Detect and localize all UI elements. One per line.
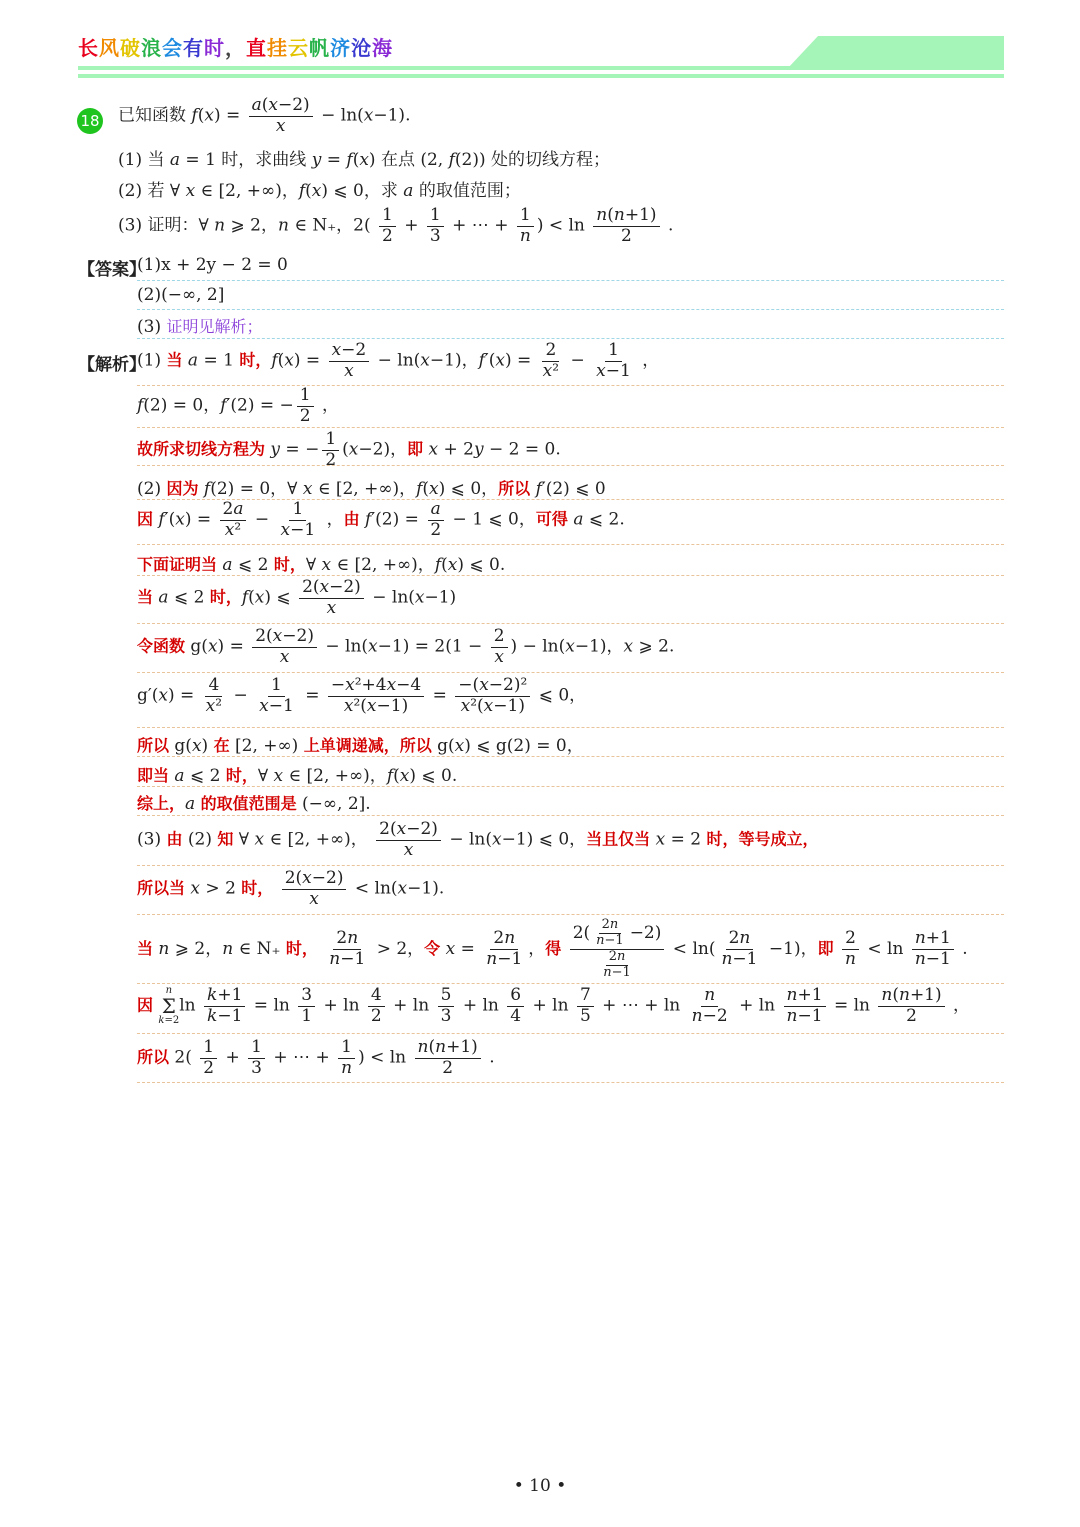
- slogan-char: 风: [99, 36, 120, 60]
- analysis-line-6: 下面证明当 a ⩽ 2 时，∀ x ∈ [2, +∞)，f(x) ⩽ 0.: [137, 555, 506, 575]
- analysis-line-10: 所以 g(x) 在 [2, +∞) 上单调递减，所以 g(x) ⩽ g(2) = 0，: [137, 736, 584, 756]
- slogan-char: 直: [246, 36, 267, 60]
- analysis-line-2: f(2) = 0，f′(2) = − $\frac{1}{2}$ ，: [137, 385, 340, 426]
- analysis-line-11: 即当 a ⩽ 2 时，∀ x ∈ [2, +∞)，f(x) ⩽ 0.: [137, 766, 458, 786]
- question-part-2: (2) 若 ∀ x ∈ [2, +∞)，f(x) ⩽ 0，求 a 的取值范围；: [118, 181, 521, 201]
- question-stem: 已知函数 f(x) = $\frac{a(x-2)}{x}$ − ln(x−1).: [118, 95, 411, 136]
- analysis-line-14: 所以当 x > 2 时， $\frac{2(x-2)}{x}$ < ln(x−1).: [137, 868, 445, 909]
- answer-label: 【答案】: [78, 260, 146, 280]
- analysis-divider: [137, 544, 1004, 545]
- answer-divider: [137, 309, 1004, 310]
- analysis-line-8: 令函数 g(x) = $\frac{2(x-2)}{x}$ − ln(x−1) = 2(1 − $\frac{2}{x}$ ) − ln(x−1)，x ⩾ 2.: [137, 626, 675, 667]
- analysis-label: 【解析】: [78, 355, 146, 375]
- analysis-divider: [137, 427, 1004, 428]
- answer-divider: [137, 338, 1004, 339]
- analysis-line-4: (2) 因为 f(2) = 0，∀ x ∈ [2, +∞)，f(x) ⩽ 0，所以 f′(2) ⩽ 0: [137, 479, 606, 499]
- analysis-divider: [137, 786, 1004, 787]
- slogan-char: 破: [120, 36, 141, 60]
- analysis-divider: [137, 672, 1004, 673]
- analysis-line-7: 当 a ⩽ 2 时，f(x) ⩽ $\frac{2(x-2)}{x}$ − ln(x−1): [137, 577, 457, 618]
- header-banner-shape: [788, 36, 1004, 68]
- analysis-line-1: (1) 当 a = 1 时，f(x) = $\frac{x-2}{x}$ − ln(x−1)，f′(x) = $\frac{2}{\text{x²}}$ − $\frac{1}{x-1}$ ，: [137, 340, 660, 381]
- analysis-divider: [137, 727, 1004, 728]
- answer-divider: [137, 280, 1004, 281]
- analysis-divider: [137, 756, 1004, 757]
- header-rule-2: [78, 74, 1004, 78]
- analysis-divider: [137, 1033, 1004, 1034]
- question-part-1: (1) 当 a = 1 时，求曲线 y = f(x) 在点 (2, f(2)) 处的切线方程；: [118, 150, 611, 170]
- analysis-line-17: 所以 2( $\frac{1}{2}$ + $\frac{1}{3}$ + ⋯ + $\frac{1}{n}$ ) < ln $\frac{n(n+1)}{2}$ .: [137, 1037, 495, 1078]
- analysis-divider: [137, 914, 1004, 915]
- slogan-char: 会: [162, 36, 183, 60]
- analysis-divider: [137, 865, 1004, 866]
- slogan-char: 长: [78, 36, 99, 60]
- header-rule: [78, 66, 1004, 70]
- analysis-line-13: (3) 由 (2) 知 ∀ x ∈ [2, +∞)， $\frac{2(x-2)}{x}$ − ln(x−1) ⩽ 0，当且仅当 x = 2 时，等号成立，: [137, 819, 819, 860]
- slogan-char: 云: [288, 36, 309, 60]
- answer-item-2: (2)(−∞, 2]: [137, 285, 225, 305]
- slogan-char: 帆: [309, 36, 330, 60]
- analysis-line-12: 综上，a 的取值范围是 (−∞, 2].: [137, 794, 371, 814]
- answer-item-1: (1)x + 2y − 2 = 0: [137, 255, 288, 275]
- analysis-line-16: 因 n Σ k=2 ln $\frac{k+1}{k-1}$ = ln $\frac{3}{1}$ + ln $\frac{4}{2}$ + ln $\frac{5}{3}$ + ln $\frac{6}{4}$ + ln $\frac{7}{5}$ + ⋯ + ln $\frac{n}{n-2}$ + ln $\frac{n+1}{n-1}$ = ln $\frac{n(n+1)}{2}$ ，: [137, 985, 971, 1027]
- slogan-char: 济: [330, 36, 351, 60]
- analysis-line-15: 当 n ⩾ 2，n ∈ N₊ 时， $\frac{2n}{n-1}$ > 2，令 x = $\frac{2n}{n-1}$ ，得 2( $\frac{2n}{n-1}$ −2) $\frac{2n}{n-1}$ < ln( $\frac{2n}{n-1}$ −1)，即 $\frac{2}{n}$ < ln $\frac{n+1}{n-1}$ .: [137, 917, 968, 980]
- page-number: • 10 •: [513, 1476, 567, 1496]
- analysis-line-3: 故所求切线方程为 y = − $\frac{1}{2}$ (x−2)，即 x + 2y − 2 = 0.: [137, 429, 561, 470]
- slogan-char: 浪: [141, 36, 162, 60]
- slogan-char: 时: [204, 36, 225, 60]
- analysis-divider: [137, 465, 1004, 466]
- analysis-line-9: g′(x) = $\frac{4}{\text{x²}}$ − $\frac{1}{x-1}$ = $\frac{\text{−x²+4x−4}}{\text{x²(x−1)}}$ = $\frac{\text{−(x−2)²}}{\text{x²(x−1)}}$ ⩽ 0，: [137, 675, 587, 716]
- analysis-line-5: 因 f′(x) = $\frac{2a}{\text{x²}}$ − $\frac{1}{x-1}$ ，由 f′(2) = $\frac{a}{2}$ − 1 ⩽ 0，可得 a ⩽ 2.: [137, 499, 625, 540]
- slogan-char: 有: [183, 36, 204, 60]
- analysis-divider: [137, 623, 1004, 624]
- question-number-badge: 18: [77, 108, 103, 134]
- slogan-char: 沧: [351, 36, 372, 60]
- slogan-char: ，: [225, 36, 246, 60]
- slogan-char: 挂: [267, 36, 288, 60]
- analysis-divider: [137, 575, 1004, 576]
- answer-item-3: (3) 证明见解析；: [137, 317, 263, 337]
- question-part-3: (3) 证明：∀ n ⩾ 2，n ∈ N₊，2( $\frac{1}{2}$ + $\frac{1}{3}$ + ⋯ + $\frac{1}{n}$ ) < ln $\frac{n(n+1)}{2}$ .: [118, 205, 674, 246]
- header-slogan: [78, 32, 393, 61]
- analysis-divider: [137, 983, 1004, 984]
- analysis-divider: [137, 815, 1004, 816]
- analysis-divider: [137, 1082, 1004, 1083]
- slogan-char: 海: [372, 36, 393, 60]
